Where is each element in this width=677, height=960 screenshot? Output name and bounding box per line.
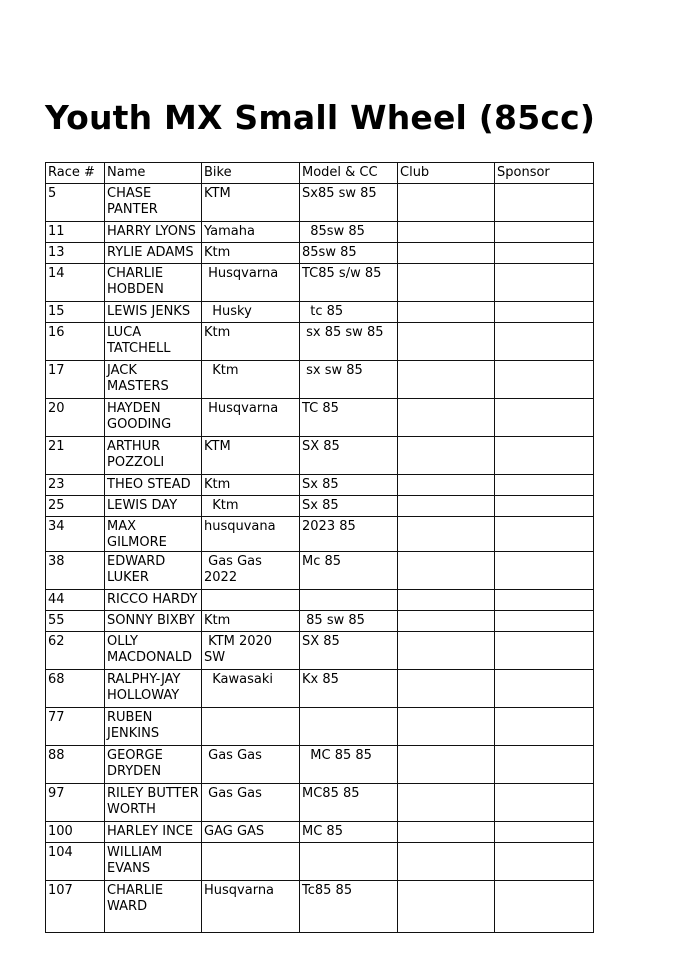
table-row xyxy=(46,184,594,222)
club-cell xyxy=(398,323,495,361)
table-row xyxy=(46,708,594,746)
name-cell: SONNY BIXBY xyxy=(105,611,202,632)
model-cc-cell: SX 85 xyxy=(300,437,398,475)
table-row xyxy=(46,611,594,632)
bike-cell: Ktm xyxy=(202,323,300,361)
table-row xyxy=(46,496,594,517)
sponsor-cell xyxy=(495,437,594,475)
bike-cell xyxy=(202,843,300,881)
name-cell: LEWIS JENKS xyxy=(105,302,202,323)
model-cc-cell xyxy=(300,708,398,746)
model-cc-cell: Kx 85 xyxy=(300,670,398,708)
sponsor-cell xyxy=(495,590,594,611)
table-body xyxy=(46,184,594,933)
model-cc-cell: tc 85 xyxy=(300,302,398,323)
club-cell xyxy=(398,746,495,784)
club-cell xyxy=(398,517,495,552)
sponsor-cell xyxy=(495,611,594,632)
bike-cell: KTM xyxy=(202,184,300,222)
club-cell xyxy=(398,496,495,517)
club-cell xyxy=(398,475,495,496)
model-cc-cell: SX 85 xyxy=(300,632,398,670)
club-cell xyxy=(398,843,495,881)
bike-cell: Husqvarna xyxy=(202,881,300,933)
model-cc-cell: sx 85 sw 85 xyxy=(300,323,398,361)
sponsor-cell xyxy=(495,552,594,590)
sponsor-cell xyxy=(495,822,594,843)
club-cell xyxy=(398,590,495,611)
club-cell xyxy=(398,222,495,243)
bike-cell: Ktm xyxy=(202,496,300,517)
model-cc-cell: Mc 85 xyxy=(300,552,398,590)
race-number-cell: 107 xyxy=(46,881,105,933)
name-cell: RUBEN JENKINS xyxy=(105,708,202,746)
race-number-cell: 100 xyxy=(46,822,105,843)
name-cell: CHARLIE WARD xyxy=(105,881,202,933)
name-cell: OLLY MACDONALD xyxy=(105,632,202,670)
bike-cell xyxy=(202,590,300,611)
club-cell xyxy=(398,784,495,822)
club-cell xyxy=(398,184,495,222)
name-cell: ARTHUR POZZOLI xyxy=(105,437,202,475)
table-row xyxy=(46,323,594,361)
name-cell: LUCA TATCHELL xyxy=(105,323,202,361)
table-row xyxy=(46,437,594,475)
race-number-cell: 23 xyxy=(46,475,105,496)
bike-cell xyxy=(202,708,300,746)
name-cell: RICCO HARDY xyxy=(105,590,202,611)
race-number-cell: 5 xyxy=(46,184,105,222)
table-row xyxy=(46,399,594,437)
name-cell: HAYDEN GOODING xyxy=(105,399,202,437)
race-number-cell: 88 xyxy=(46,746,105,784)
bike-cell: KTM 2020 SW xyxy=(202,632,300,670)
sponsor-cell xyxy=(495,496,594,517)
header-model-cc: Model & CC xyxy=(300,163,398,184)
table-row xyxy=(46,590,594,611)
sponsor-cell xyxy=(495,843,594,881)
table-row xyxy=(46,784,594,822)
club-cell xyxy=(398,361,495,399)
bike-cell: Yamaha xyxy=(202,222,300,243)
table-row xyxy=(46,475,594,496)
sponsor-cell xyxy=(495,670,594,708)
club-cell xyxy=(398,552,495,590)
sponsor-cell xyxy=(495,302,594,323)
race-number-cell: 104 xyxy=(46,843,105,881)
model-cc-cell: 2023 85 xyxy=(300,517,398,552)
sponsor-cell xyxy=(495,746,594,784)
table-row xyxy=(46,222,594,243)
sponsor-cell xyxy=(495,184,594,222)
race-number-cell: 55 xyxy=(46,611,105,632)
header-club: Club xyxy=(398,163,495,184)
race-number-cell: 20 xyxy=(46,399,105,437)
bike-cell: Gas Gas 2022 xyxy=(202,552,300,590)
bike-cell: Husky xyxy=(202,302,300,323)
sponsor-cell xyxy=(495,632,594,670)
table-row xyxy=(46,552,594,590)
sponsor-cell xyxy=(495,222,594,243)
model-cc-cell: TC85 s/w 85 xyxy=(300,264,398,302)
bike-cell: GAG GAS xyxy=(202,822,300,843)
club-cell xyxy=(398,437,495,475)
bike-cell: husquvana xyxy=(202,517,300,552)
name-cell: HARLEY INCE xyxy=(105,822,202,843)
model-cc-cell: MC 85 85 xyxy=(300,746,398,784)
name-cell: MAX GILMORE xyxy=(105,517,202,552)
club-cell xyxy=(398,881,495,933)
table-row xyxy=(46,670,594,708)
table-row xyxy=(46,746,594,784)
name-cell: LEWIS DAY xyxy=(105,496,202,517)
club-cell xyxy=(398,264,495,302)
table-header-row xyxy=(46,163,594,184)
header-sponsor: Sponsor xyxy=(495,163,594,184)
sponsor-cell xyxy=(495,708,594,746)
sponsor-cell xyxy=(495,243,594,264)
race-number-cell: 97 xyxy=(46,784,105,822)
race-number-cell: 77 xyxy=(46,708,105,746)
name-cell: WILLIAM EVANS xyxy=(105,843,202,881)
model-cc-cell xyxy=(300,843,398,881)
table-row xyxy=(46,843,594,881)
table-row xyxy=(46,517,594,552)
club-cell xyxy=(398,822,495,843)
name-cell: CHASE PANTER xyxy=(105,184,202,222)
model-cc-cell xyxy=(300,590,398,611)
sponsor-cell xyxy=(495,475,594,496)
header-bike: Bike xyxy=(202,163,300,184)
model-cc-cell: sx sw 85 xyxy=(300,361,398,399)
entries-table xyxy=(45,162,594,933)
name-cell: GEORGE DRYDEN xyxy=(105,746,202,784)
table-row xyxy=(46,264,594,302)
race-number-cell: 21 xyxy=(46,437,105,475)
sponsor-cell xyxy=(495,784,594,822)
model-cc-cell: Tc85 85 xyxy=(300,881,398,933)
race-number-cell: 38 xyxy=(46,552,105,590)
model-cc-cell: Sx 85 xyxy=(300,496,398,517)
model-cc-cell: 85sw 85 xyxy=(300,243,398,264)
bike-cell: Ktm xyxy=(202,475,300,496)
bike-cell: Husqvarna xyxy=(202,399,300,437)
model-cc-cell: 85 sw 85 xyxy=(300,611,398,632)
bike-cell: Ktm xyxy=(202,361,300,399)
sponsor-cell xyxy=(495,517,594,552)
race-number-cell: 44 xyxy=(46,590,105,611)
club-cell xyxy=(398,611,495,632)
bike-cell: Gas Gas xyxy=(202,746,300,784)
bike-cell: Kawasaki xyxy=(202,670,300,708)
club-cell xyxy=(398,632,495,670)
sponsor-cell xyxy=(495,361,594,399)
race-number-cell: 62 xyxy=(46,632,105,670)
table-row xyxy=(46,302,594,323)
race-number-cell: 25 xyxy=(46,496,105,517)
table-row xyxy=(46,243,594,264)
name-cell: RYLIE ADAMS xyxy=(105,243,202,264)
model-cc-cell: Sx85 sw 85 xyxy=(300,184,398,222)
name-cell: THEO STEAD xyxy=(105,475,202,496)
race-number-cell: 68 xyxy=(46,670,105,708)
model-cc-cell: Sx 85 xyxy=(300,475,398,496)
race-number-cell: 14 xyxy=(46,264,105,302)
model-cc-cell: 85sw 85 xyxy=(300,222,398,243)
table-row xyxy=(46,361,594,399)
bike-cell: Ktm xyxy=(202,243,300,264)
bike-cell: KTM xyxy=(202,437,300,475)
name-cell: JACK MASTERS xyxy=(105,361,202,399)
sponsor-cell xyxy=(495,264,594,302)
table-row xyxy=(46,881,594,933)
model-cc-cell: MC 85 xyxy=(300,822,398,843)
club-cell xyxy=(398,399,495,437)
bike-cell: Ktm xyxy=(202,611,300,632)
table-row xyxy=(46,632,594,670)
header-race-number: Race # xyxy=(46,163,105,184)
race-number-cell: 17 xyxy=(46,361,105,399)
club-cell xyxy=(398,243,495,264)
bike-cell: Gas Gas xyxy=(202,784,300,822)
club-cell xyxy=(398,708,495,746)
model-cc-cell: TC 85 xyxy=(300,399,398,437)
name-cell: HARRY LYONS xyxy=(105,222,202,243)
bike-cell: Husqvarna xyxy=(202,264,300,302)
name-cell: CHARLIE HOBDEN xyxy=(105,264,202,302)
race-number-cell: 16 xyxy=(46,323,105,361)
sponsor-cell xyxy=(495,399,594,437)
name-cell: EDWARD LUKER xyxy=(105,552,202,590)
table-row xyxy=(46,822,594,843)
race-number-cell: 13 xyxy=(46,243,105,264)
name-cell: RALPHY-JAY HOLLOWAY xyxy=(105,670,202,708)
page-title: Youth MX Small Wheel (85cc) xyxy=(45,98,596,137)
sponsor-cell xyxy=(495,323,594,361)
model-cc-cell: MC85 85 xyxy=(300,784,398,822)
name-cell: RILEY BUTTER WORTH xyxy=(105,784,202,822)
race-number-cell: 34 xyxy=(46,517,105,552)
race-number-cell: 11 xyxy=(46,222,105,243)
club-cell xyxy=(398,670,495,708)
header-name: Name xyxy=(105,163,202,184)
race-number-cell: 15 xyxy=(46,302,105,323)
sponsor-cell xyxy=(495,881,594,933)
club-cell xyxy=(398,302,495,323)
